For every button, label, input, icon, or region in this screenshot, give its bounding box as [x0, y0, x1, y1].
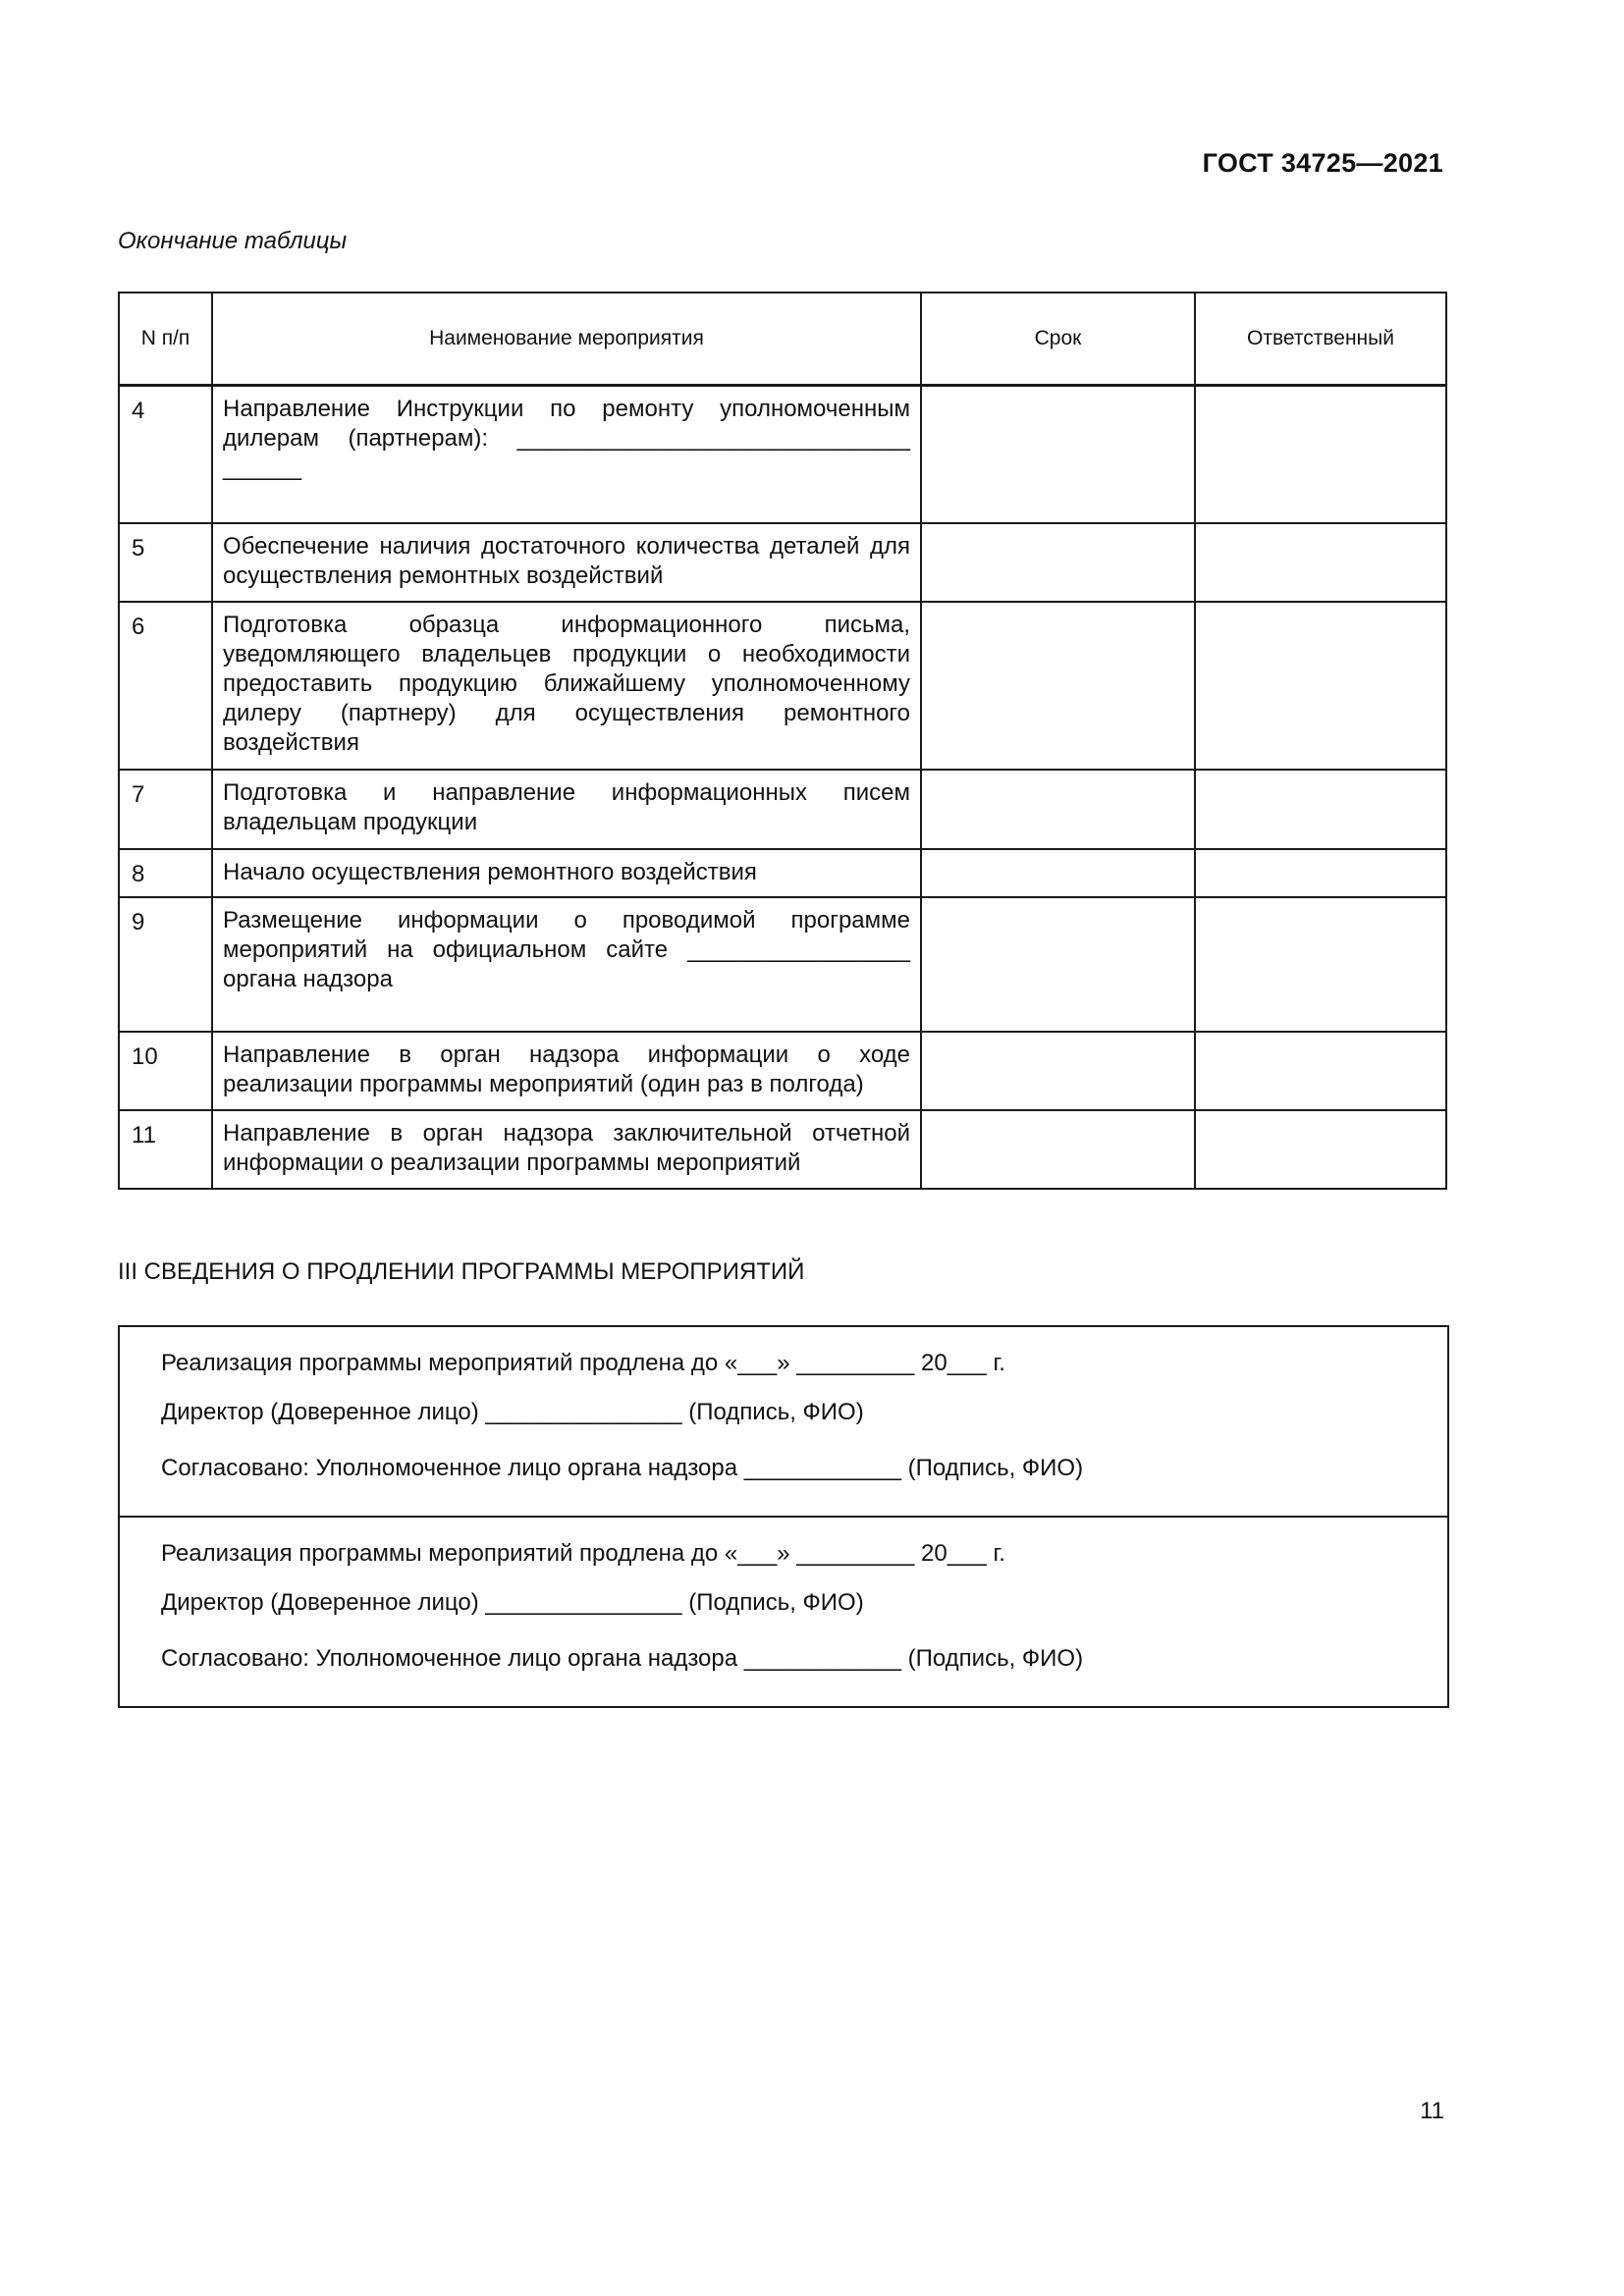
- table-caption: Окончание таблицы: [118, 228, 348, 254]
- responsible-cell: [1195, 523, 1446, 602]
- table-row: [119, 1032, 1446, 1110]
- term-cell: [921, 1110, 1195, 1189]
- column-header-name: Наименование мероприятия: [212, 293, 921, 386]
- term-cell: [921, 1032, 1195, 1110]
- extension-box: [118, 1325, 1449, 1708]
- table-row: [119, 897, 1446, 1032]
- table-header-row: [119, 293, 1446, 386]
- row-number: 11: [119, 1110, 212, 1189]
- approval-signature-line: Согласовано: Уполномоченное лицо органа надзора ____________ (Подпись, ФИО): [161, 1645, 1084, 1672]
- responsible-cell: [1195, 1110, 1446, 1189]
- extension-block: [120, 1516, 1447, 1706]
- row-number: 9: [119, 897, 212, 1032]
- term-cell: [921, 849, 1195, 897]
- section-heading: III СВЕДЕНИЯ О ПРОДЛЕНИИ ПРОГРАММЫ МЕРОПРИЯТИЙ: [118, 1258, 805, 1285]
- table-row: [119, 523, 1446, 602]
- term-cell: [921, 770, 1195, 849]
- term-cell: [921, 386, 1195, 523]
- row-number: 6: [119, 602, 212, 770]
- responsible-cell: [1195, 602, 1446, 770]
- responsible-cell: [1195, 1032, 1446, 1110]
- responsible-cell: [1195, 897, 1446, 1032]
- measure-name: Начало осуществления ремонтного воздействия: [212, 849, 921, 897]
- row-number: 4: [119, 386, 212, 523]
- extension-date-line: Реализация программы мероприятий продлена до «___» _________ 20___ г.: [161, 1540, 1005, 1567]
- row-number: 8: [119, 849, 212, 897]
- row-number: 5: [119, 523, 212, 602]
- approval-signature-line: Согласовано: Уполномоченное лицо органа надзора ____________ (Подпись, ФИО): [161, 1455, 1084, 1481]
- director-signature-line: Директор (Доверенное лицо) _______________ (Подпись, ФИО): [161, 1399, 864, 1425]
- table-row: [119, 386, 1446, 523]
- column-header-responsible: Ответственный: [1195, 293, 1446, 386]
- measure-name: Подготовка образца информационного письма, уведомляющего владельцев продукции о необходимости предоставить продукцию ближайшему уполномоченному дилеру (партнеру) для осуществления ремонтного воздействия: [212, 602, 921, 770]
- term-cell: [921, 523, 1195, 602]
- table-row: [119, 849, 1446, 897]
- term-cell: [921, 602, 1195, 770]
- table-row: [119, 1110, 1446, 1189]
- column-header-number: N п/п: [119, 293, 212, 386]
- column-header-term: Срок: [921, 293, 1195, 386]
- responsible-cell: [1195, 849, 1446, 897]
- row-number: 10: [119, 1032, 212, 1110]
- table-row: [119, 770, 1446, 849]
- measure-name: Направление в орган надзора информации о ходе реализации программы мероприятий (один раз в полгода): [212, 1032, 921, 1110]
- extension-date-line: Реализация программы мероприятий продлена до «___» _________ 20___ г.: [161, 1350, 1005, 1376]
- measure-name: Подготовка и направление информационных писем владельцам продукции: [212, 770, 921, 849]
- responsible-cell: [1195, 770, 1446, 849]
- document-code: ГОСТ 34725—2021: [1202, 148, 1443, 178]
- measure-name: Размещение информации о проводимой программе мероприятий на официальном сайте _________________ органа надзора: [212, 897, 921, 1032]
- page-number: 11: [1420, 2098, 1444, 2124]
- row-number: 7: [119, 770, 212, 849]
- measure-name: Обеспечение наличия достаточного количества деталей для осуществления ремонтных воздействий: [212, 523, 921, 602]
- extension-block: [120, 1327, 1447, 1516]
- term-cell: [921, 897, 1195, 1032]
- measure-name: Направление Инструкции по ремонту уполномоченным дилерам (партнерам): ______________________________ ______: [212, 386, 921, 523]
- director-signature-line: Директор (Доверенное лицо) _______________ (Подпись, ФИО): [161, 1589, 864, 1616]
- measures-table: [118, 292, 1447, 1190]
- table-row: [119, 602, 1446, 770]
- responsible-cell: [1195, 386, 1446, 523]
- measure-name: Направление в орган надзора заключительной отчетной информации о реализации программы мероприятий: [212, 1110, 921, 1189]
